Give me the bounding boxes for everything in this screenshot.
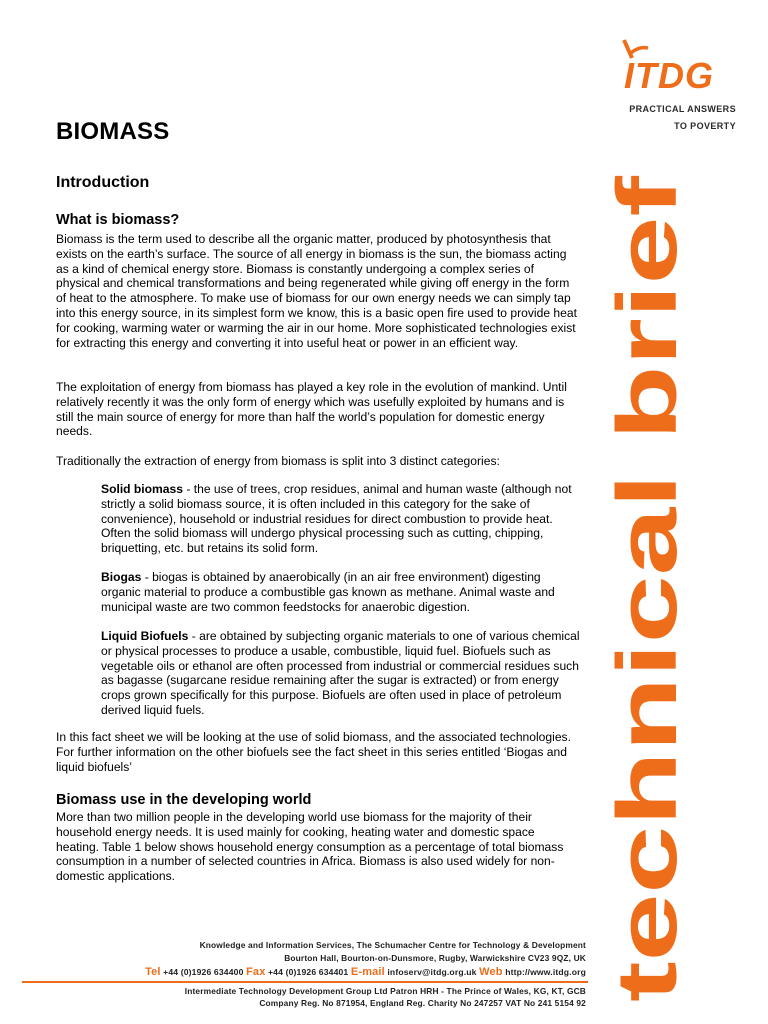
- tel-value: +44 (0)1926 634400: [163, 967, 244, 977]
- footer-organisation: Knowledge and Information Services, The Schumacher Centre for Technology & Development: [199, 940, 586, 950]
- paragraph-definition: Biomass is the term used to describe all the organic matter, produced by photosynthesis that exists on the earth’s surface. The source of all energy in biomass is the sun, the biomass acting as a kind of chemical energy store. Biomass is constantly undergoing a complex series of physical and chemical transformations and being regenerated while giving off energy in the form of heat to the atmosphere. To make use of biomass for our own energy needs we can simply tap into this energy source, in its simplest form we know, this is a basic open fire used to provide heat for cooking, warming water or warming the air in our home. More sophisticated technologies exist for extracting this energy and converting it into useful heat or power in an efficient way.: [56, 232, 577, 350]
- paragraph-exploitation: The exploitation of energy from biomass has played a key role in the evolution of mankind. Until relatively recently it was the only form of energy which was usefully exploited by humans and is still the main source of energy for more than half the world’s population for domestic energy needs.: [56, 380, 567, 439]
- footer-divider: [22, 981, 588, 983]
- logo-tagline-line1: PRACTICAL ANSWERS: [629, 104, 736, 114]
- technical-brief-side-title: [600, 172, 694, 1008]
- logo-wordmark: ITDG: [624, 55, 714, 96]
- email-label: E-mail: [350, 966, 385, 978]
- logo-tagline-line2: TO POVERTY: [674, 121, 736, 131]
- fax-label: Fax: [246, 966, 266, 978]
- page-title: BIOMASS: [56, 118, 170, 145]
- footer-contact-line: [145, 966, 586, 978]
- subheading-developing-world: Biomass use in the developing world: [56, 792, 312, 808]
- category-term: Liquid Biofuels: [101, 629, 189, 643]
- itdg-logo-mark: [618, 36, 738, 98]
- category-biogas: [101, 570, 583, 614]
- web-link[interactable]: http://www.itdg.org: [505, 967, 586, 977]
- side-title-text: technical brief: [600, 432, 694, 1002]
- category-description: - are obtained by subjecting organic materials to one of various chemical or physical processes to produce a usable, combustible, liquid fuel. Biofuels such as vegetable oils or ethanol are often processed from industrial or commercial residues such as bagasse (sugarcane residue remaining after the sugar is extracted) or from energy crops grown specifically for this purpose. Biofuels are often used in place of petroleum derived liquid fuels.: [101, 629, 580, 717]
- document-body: [56, 118, 580, 884]
- category-description: - biogas is obtained by anaerobically (in an air free environment) digesting organic material to produce a combustible gas known as methane. Animal waste and municipal waste are two common feedstocks for anaerobic digestion.: [101, 570, 555, 614]
- footer-registration: Company Reg. No 871954, England Reg. Charity No 247257 VAT No 241 5154 92: [259, 998, 586, 1008]
- subheading-what-is-biomass: What is biomass?: [56, 212, 180, 228]
- footer-patron: Intermediate Technology Development Group Ltd Patron HRH - The Prince of Wales, KG, KT, GCB: [184, 986, 586, 996]
- section-heading-introduction: Introduction: [56, 174, 150, 191]
- category-description: - the use of trees, crop residues, animal and human waste (although not strictly a solid biomass source, it is often included in this category for the sake of convenience), household or industrial residues for direct combustion to provide heat. Often the solid biomass will undergo physical processing such as cutting, chipping, briquetting, etc. but retains its solid form.: [101, 482, 572, 556]
- paragraph-fact-sheet-scope: In this fact sheet we will be looking at the use of solid biomass, and the associated technologies. For further information on the other biofuels see the fact sheet in this series entitled ‘Biogas and liquid biofuels’: [56, 730, 571, 774]
- category-term: Solid biomass: [101, 482, 183, 496]
- tel-label: Tel: [145, 966, 161, 978]
- category-liquid-biofuels: [101, 629, 583, 718]
- fax-value: +44 (0)1926 634401: [268, 967, 349, 977]
- category-term: Biogas: [101, 570, 142, 584]
- email-link[interactable]: infoserv@itdg.org.uk: [387, 967, 477, 977]
- paragraph-categories-intro: Traditionally the extraction of energy from biomass is split into 3 distinct categories:: [56, 454, 500, 468]
- paragraph-developing-world: More than two million people in the developing world use biomass for the majority of their household energy needs. It is used mainly for cooking, heating water and domestic space heating. Table 1 below shows household energy consumption as a percentage of total biomass consumption in a number of selected countries in Africa. Biomass is also used widely for non-domestic applications.: [56, 810, 564, 884]
- footer-contact-block: [0, 938, 600, 1008]
- footer-address: Bourton Hall, Bourton-on-Dunsmore, Rugby, Warwickshire CV23 9QZ, UK: [284, 953, 586, 963]
- web-label: Web: [479, 966, 503, 978]
- category-solid-biomass: [101, 482, 583, 556]
- itdg-logo: [618, 36, 748, 136]
